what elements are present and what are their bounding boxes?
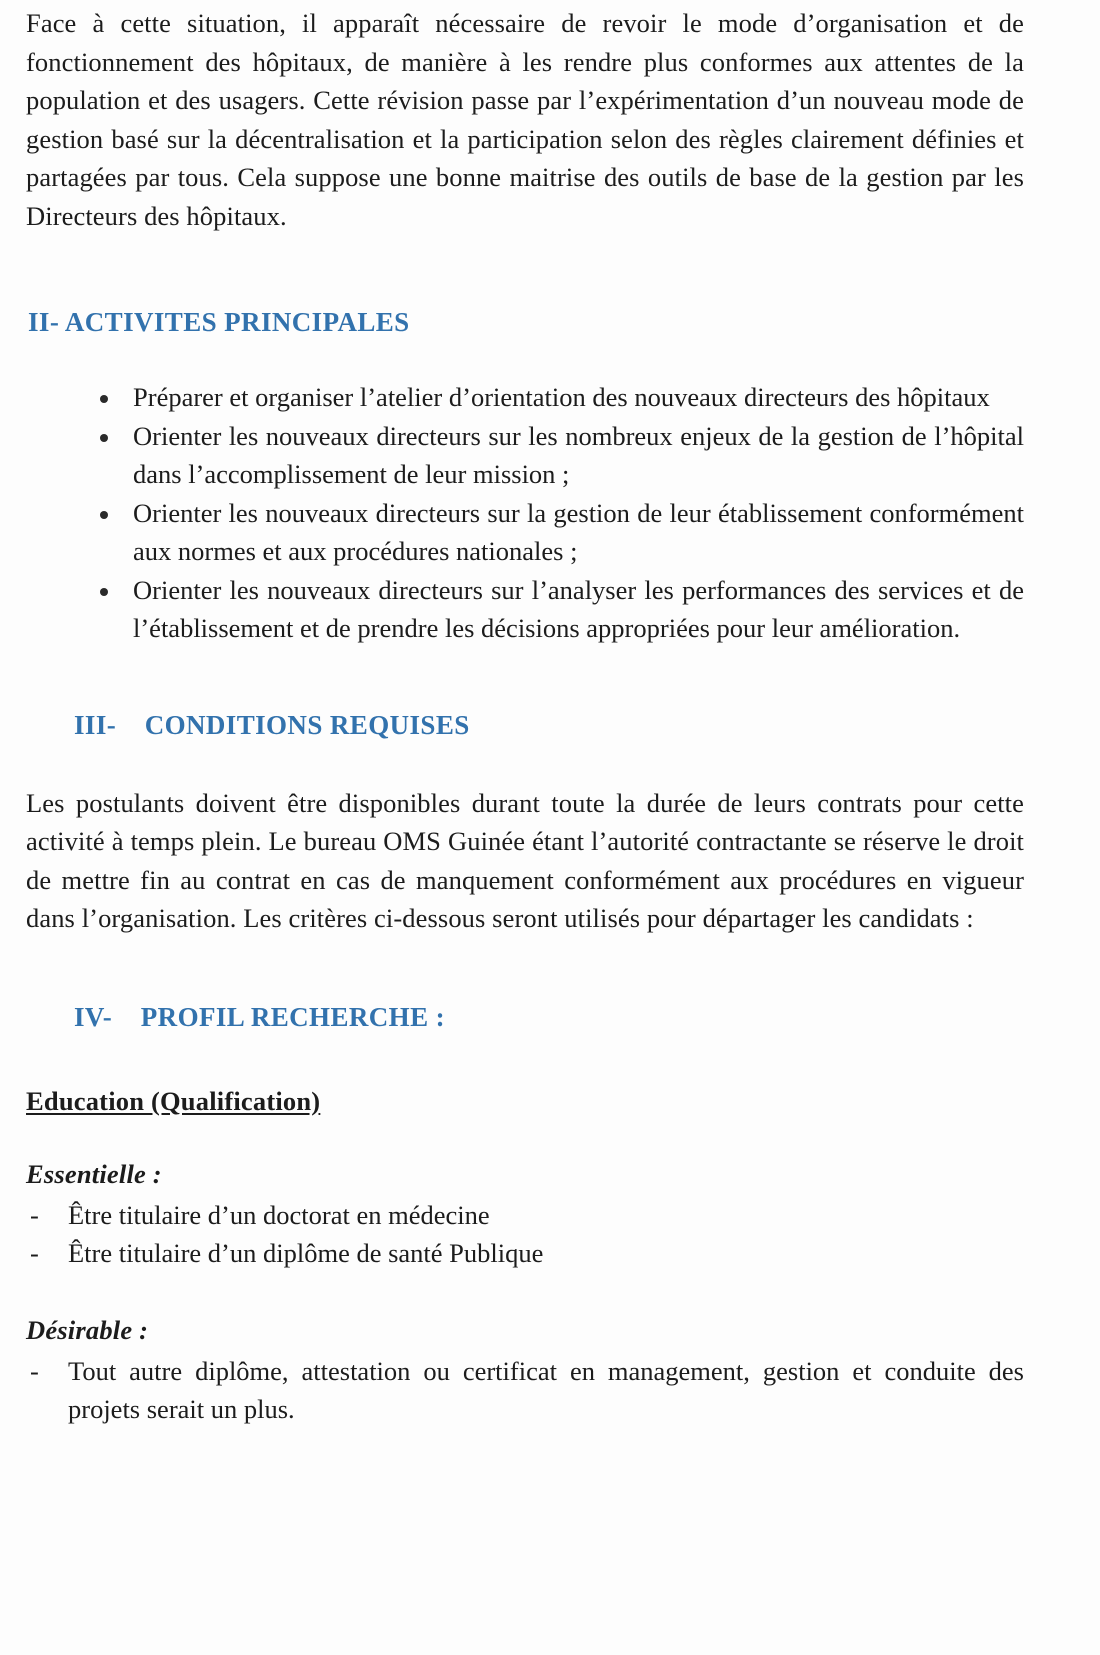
list-item: Orienter les nouveaux directeurs sur l’analyser les performances des services et de l’établissement et de prendre les décisions appropriées pour leur amélioration.	[88, 571, 1024, 648]
desirable-list	[26, 1352, 1024, 1429]
conditions-requises-paragraph: Les postulants doivent être disponibles durant toute la durée de leurs contrats pour cette activité à temps plein. Le bureau OMS Guinée étant l’autorité contractante se réserve le droit de mettre fin au contrat en cas de manquement conformément aux procédures en vigueur dans l’organisation. Les critères ci-dessous seront utilisés pour départager les candidats :	[26, 787, 1024, 933]
list-item: Orienter les nouveaux directeurs sur les nombreux enjeux de la gestion de l’hôpital dans l’accomplissement de leur mission ;	[88, 417, 1024, 494]
list-item: - Être titulaire d’un diplôme de santé Publique	[26, 1234, 1024, 1273]
section-heading-activites-principales: II- ACTIVITES PRINCIPALES	[28, 307, 410, 337]
section-heading-profil-recherche: IV- PROFIL RECHERCHE :	[74, 1001, 446, 1032]
education-qualification-title: Education (Qualification)	[26, 1085, 321, 1116]
desirable-label: Désirable :	[26, 1314, 149, 1345]
section-heading-conditions-requises: III- CONDITIONS REQUISES	[74, 709, 470, 740]
essentielle-label: Essentielle :	[26, 1158, 162, 1189]
intro-paragraph: Face à cette situation, il apparaît nécessaire de revoir le mode d’organisation et de fonctionnement des hôpitaux, de manière à les rendre plus conformes aux attentes de la population et des usagers. Cette révision passe par l’expérimentation d’un nouveau mode de gestion basé sur la décentralisation et la participation selon des règles clairement définies et partagées par tous. Cela suppose une bonne maitrise des outils de base de la gestion par les Directeurs des hôpitaux.	[26, 8, 1024, 231]
essentielle-list	[26, 1196, 1024, 1273]
page-content	[26, 4, 1024, 1429]
list-item: Orienter les nouveaux directeurs sur la gestion de leur établissement conformément aux normes et aux procédures nationales ;	[88, 494, 1024, 571]
list-item: Préparer et organiser l’atelier d’orientation des nouveaux directeurs des hôpitaux	[88, 378, 1024, 417]
activites-principales-list	[26, 378, 1024, 648]
list-item: - Tout autre diplôme, attestation ou certificat en management, gestion et conduite des projets serait un plus.	[26, 1352, 1024, 1429]
list-item: - Être titulaire d’un doctorat en médecine	[26, 1196, 1024, 1235]
